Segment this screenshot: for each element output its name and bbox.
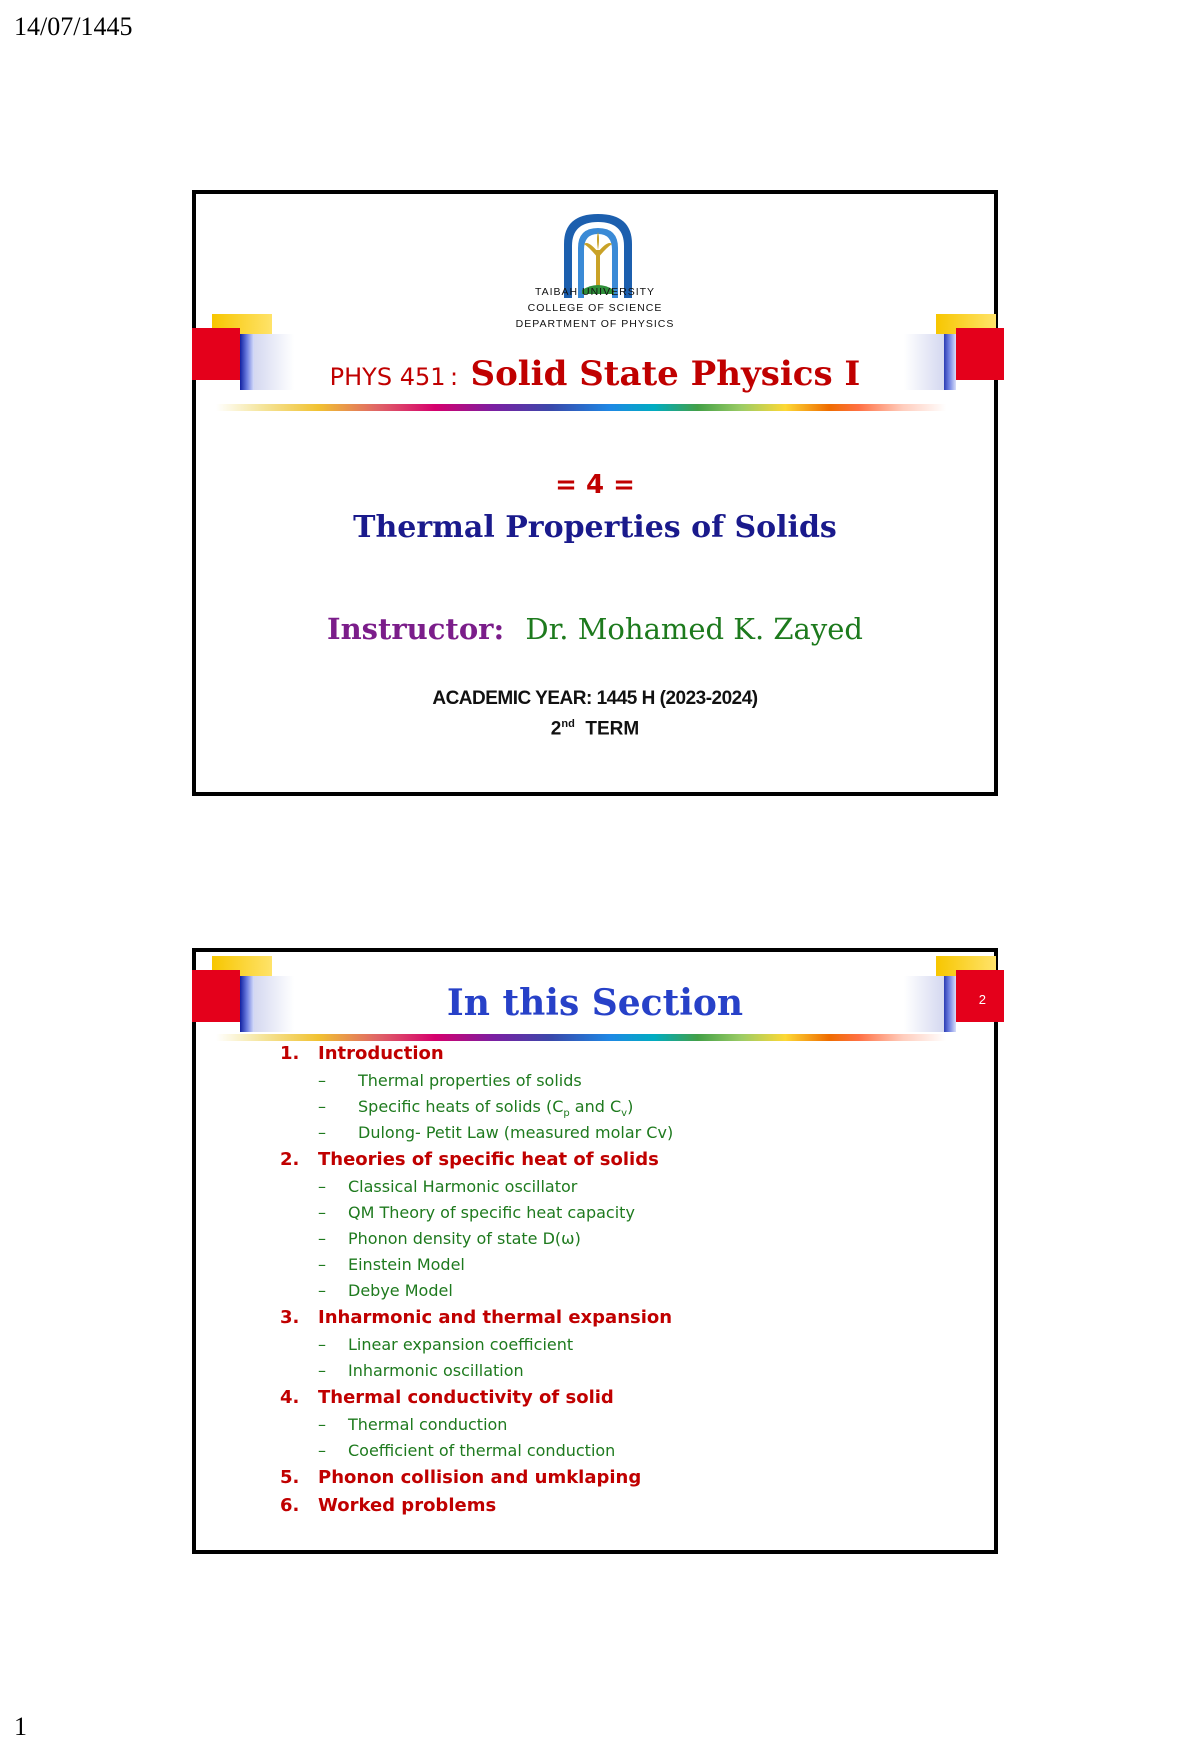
- course-name: Solid State Physics I: [470, 354, 861, 394]
- toc-item: 3. Inharmonic and thermal expansion: [280, 1307, 673, 1328]
- toc-subitem: – Classical Harmonic oscillator: [318, 1177, 578, 1196]
- instructor-line: [196, 612, 994, 646]
- table-of-contents: [280, 1040, 673, 1520]
- chapter-title: Thermal Properties of Solids: [353, 510, 837, 545]
- term-number: 2: [550, 718, 562, 740]
- toc-subitem: – Dulong- Petit Law (measured molar Cv): [318, 1123, 674, 1142]
- page-date: 14/07/1445: [14, 12, 133, 41]
- course-separator: :: [449, 363, 459, 391]
- toc-item: 6. Worked problems: [280, 1495, 497, 1516]
- term-line: [196, 718, 994, 740]
- page-number: 1: [14, 1712, 27, 1741]
- instructor-label: Instructor:: [327, 612, 505, 646]
- toc-item: 5. Phonon collision and umklaping: [280, 1467, 642, 1488]
- toc-item: 4. Thermal conductivity of solid: [280, 1387, 614, 1408]
- toc-item: 2. Theories of specific heat of solids: [280, 1149, 659, 1170]
- toc-subitem: – Coefficient of thermal conduction: [318, 1441, 616, 1460]
- contents-slide: [192, 948, 998, 1554]
- chapter-number: = 4 =: [555, 470, 635, 500]
- university-name: TAIBAH UNIVERSITY: [534, 286, 656, 298]
- toc-subitem: – Specific heats of solids ($C_p$ and $C_v$): [318, 1097, 634, 1120]
- toc-subitem: – Debye Model: [318, 1281, 453, 1300]
- toc-subitem: – QM Theory of specific heat capacity: [318, 1203, 635, 1222]
- college-name: COLLEGE OF SCIENCE: [527, 302, 663, 314]
- toc-subitem: – Inharmonic oscillation: [318, 1361, 524, 1380]
- term-word: TERM: [585, 718, 640, 740]
- toc-subitem: – Phonon density of state D(ω): [318, 1229, 581, 1248]
- slide-number: 2: [978, 992, 986, 1007]
- rainbow-divider: [216, 404, 946, 411]
- toc-subitem: – Thermal conduction: [318, 1415, 508, 1434]
- toc-subitem: – Linear expansion coefficient: [318, 1335, 574, 1354]
- toc-item: 1. Introduction: [280, 1043, 444, 1064]
- toc-subitem: – Thermal properties of solids: [318, 1071, 582, 1090]
- section-title: In this Section: [446, 982, 744, 1024]
- department-name: DEPARTMENT OF PHYSICS: [515, 318, 675, 330]
- instructor-name: Dr. Mohamed K. Zayed: [525, 612, 863, 646]
- term-suffix: nd: [561, 718, 575, 730]
- course-code: PHYS 451: [329, 363, 446, 391]
- toc-subitem: – Einstein Model: [318, 1255, 465, 1274]
- title-slide: [192, 190, 998, 796]
- course-heading: [196, 354, 994, 394]
- academic-year: ACADEMIC YEAR: 1445 H (2023-2024): [432, 688, 758, 709]
